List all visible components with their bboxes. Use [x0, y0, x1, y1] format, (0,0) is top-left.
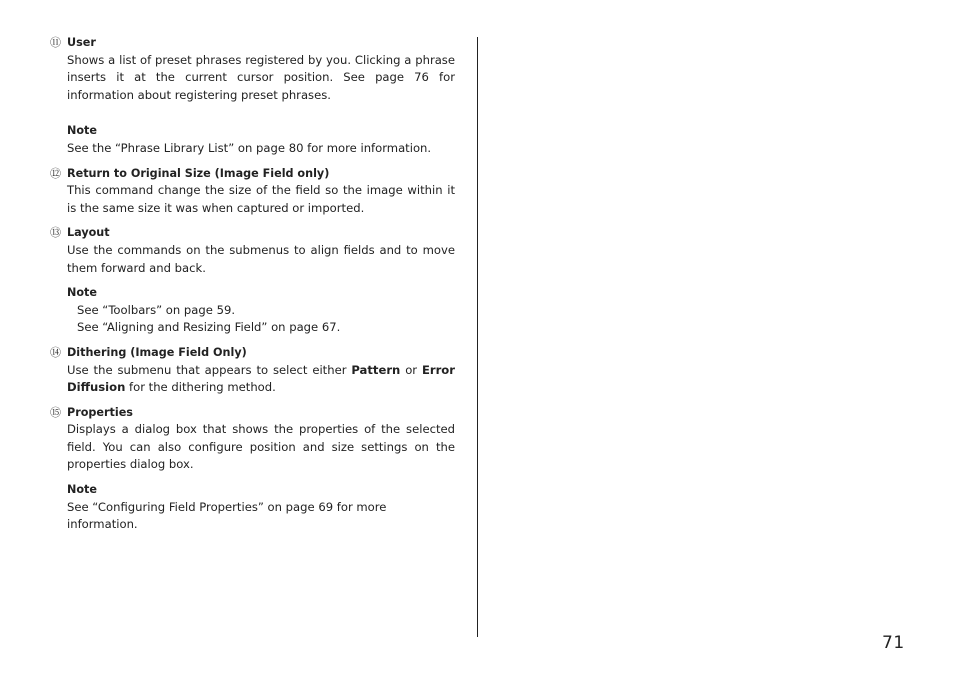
item-body: Use the commands on the submenus to align fields and to move them forward and back. — [67, 242, 455, 275]
item-number: ⑪ — [50, 36, 61, 49]
note-line: See “Aligning and Resizing Field” on page 67. — [77, 320, 341, 335]
note-heading: Note — [67, 124, 97, 138]
item-heading: Dithering (Image Field Only) — [67, 345, 247, 359]
item-heading: Return to Original Size (Image Field only) — [67, 166, 330, 180]
item-body: This command change the size of the field so the image within it is the same size it was when captured or imported. — [67, 183, 455, 215]
item-number: ⑫ — [50, 166, 61, 180]
item-dithering — [50, 344, 455, 397]
item-number: ⑮ — [50, 405, 61, 419]
note-text: See “Configuring Field Properties” on page 69 for more information. — [67, 499, 387, 532]
page-number: 71 — [882, 633, 905, 653]
item-heading: Layout — [67, 226, 110, 240]
body-text: for the dithering method. — [125, 380, 276, 395]
item-user — [50, 34, 455, 104]
item-heading: User — [67, 36, 96, 49]
note-heading: Note — [67, 286, 97, 300]
note-line: See “Toolbars” on page 59. — [77, 302, 236, 317]
item-body — [67, 362, 455, 397]
note-text: See the “Phrase Library List” on page 80 for more information. — [67, 140, 432, 155]
item-body: Shows a list of preset phrases registered by you. Clicking a phrase inserts it at the current cursor position. See page 76 for information about registering preset phrases. — [67, 52, 455, 102]
item-return-original-size — [50, 165, 455, 218]
body-text: or — [400, 362, 422, 377]
item-heading: Properties — [67, 405, 133, 419]
item-number: ⑭ — [50, 345, 61, 359]
column-divider — [477, 37, 478, 637]
note-heading: Note — [67, 483, 97, 497]
option-pattern: Pattern — [351, 362, 401, 377]
option-error-diffusion: Error Diffusion — [67, 362, 455, 395]
item-body: Displays a dialog box that shows the properties of the selected field. You can also configure position and size settings on the properties dialog box. — [67, 422, 455, 472]
item-number: ⑬ — [50, 226, 61, 240]
body-text: Use the submenu that appears to select either — [67, 362, 352, 377]
left-column — [50, 34, 455, 534]
item-properties — [50, 404, 455, 474]
item-layout — [50, 224, 455, 277]
